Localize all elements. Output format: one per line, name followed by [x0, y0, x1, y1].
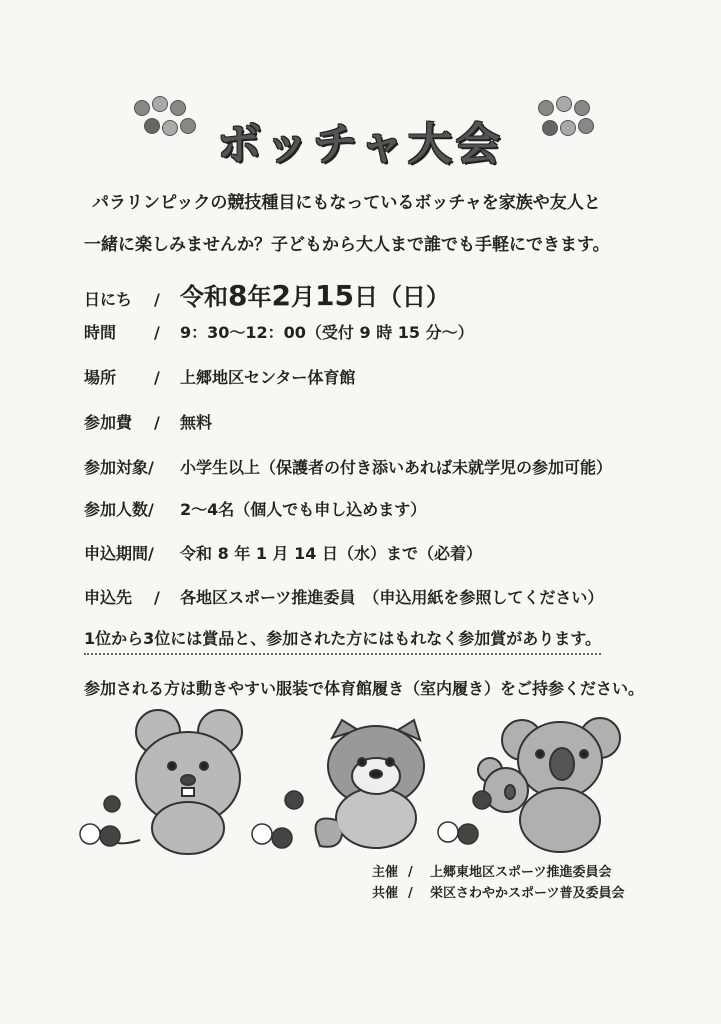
prize-note: 1位から3位には賞品と、参加された方にはもれなく参加賞があります。	[84, 626, 601, 655]
detail-time: 時間 / 9：30〜12：00（受付 9 時 15 分〜）	[84, 323, 474, 342]
raccoon-dog-character	[316, 720, 424, 848]
mouse-character	[100, 710, 242, 854]
boccia-ball-icon	[252, 791, 303, 848]
organizer-host: 主催 / 上郷東地区スポーツ推進委員会	[372, 865, 612, 880]
shoes-note: 参加される方は動きやすい服装で体育館履き（室内履き）をご持参ください。	[84, 679, 645, 698]
character-illustration	[70, 700, 630, 860]
organizer-cohost: 共催 / 栄区さわやかスポーツ普及委員会	[372, 886, 625, 901]
intro-line-1: パラリンピックの競技種目にもなっているボッチャを家族や友人と	[92, 193, 601, 213]
intro-line-2: 一緒に楽しみませんか？子どもから大人まで誰でも手軽にできます。	[84, 235, 610, 255]
date-value: 令和8年2月15日（日）	[180, 279, 450, 312]
detail-team: 参加人数/ 2〜4名（個人でも申し込めます）	[84, 500, 427, 519]
date-label: 日にち	[84, 290, 133, 309]
detail-target: 参加対象/ 小学生以上（保護者の付き添いあれば未就学児の参加可能）	[84, 458, 613, 477]
boccia-ball-icon	[80, 796, 120, 846]
detail-place: 場所 / 上郷地区センター体育館	[84, 368, 356, 387]
flyer-title: ボッチャ大会	[217, 119, 504, 170]
detail-fee: 参加費 / 無料	[84, 413, 213, 432]
detail-date: 日にち / 令和8年2月15日（日）	[84, 279, 450, 312]
koala-character	[478, 718, 620, 852]
boccia-ball-icon	[438, 791, 491, 844]
detail-apply: 申込先 / 各地区スポーツ推進委員 （申込用紙を参照してください）	[84, 588, 604, 607]
detail-period: 申込期間/ 令和 8 年 1 月 14 日（水）まで（必着）	[84, 544, 482, 563]
